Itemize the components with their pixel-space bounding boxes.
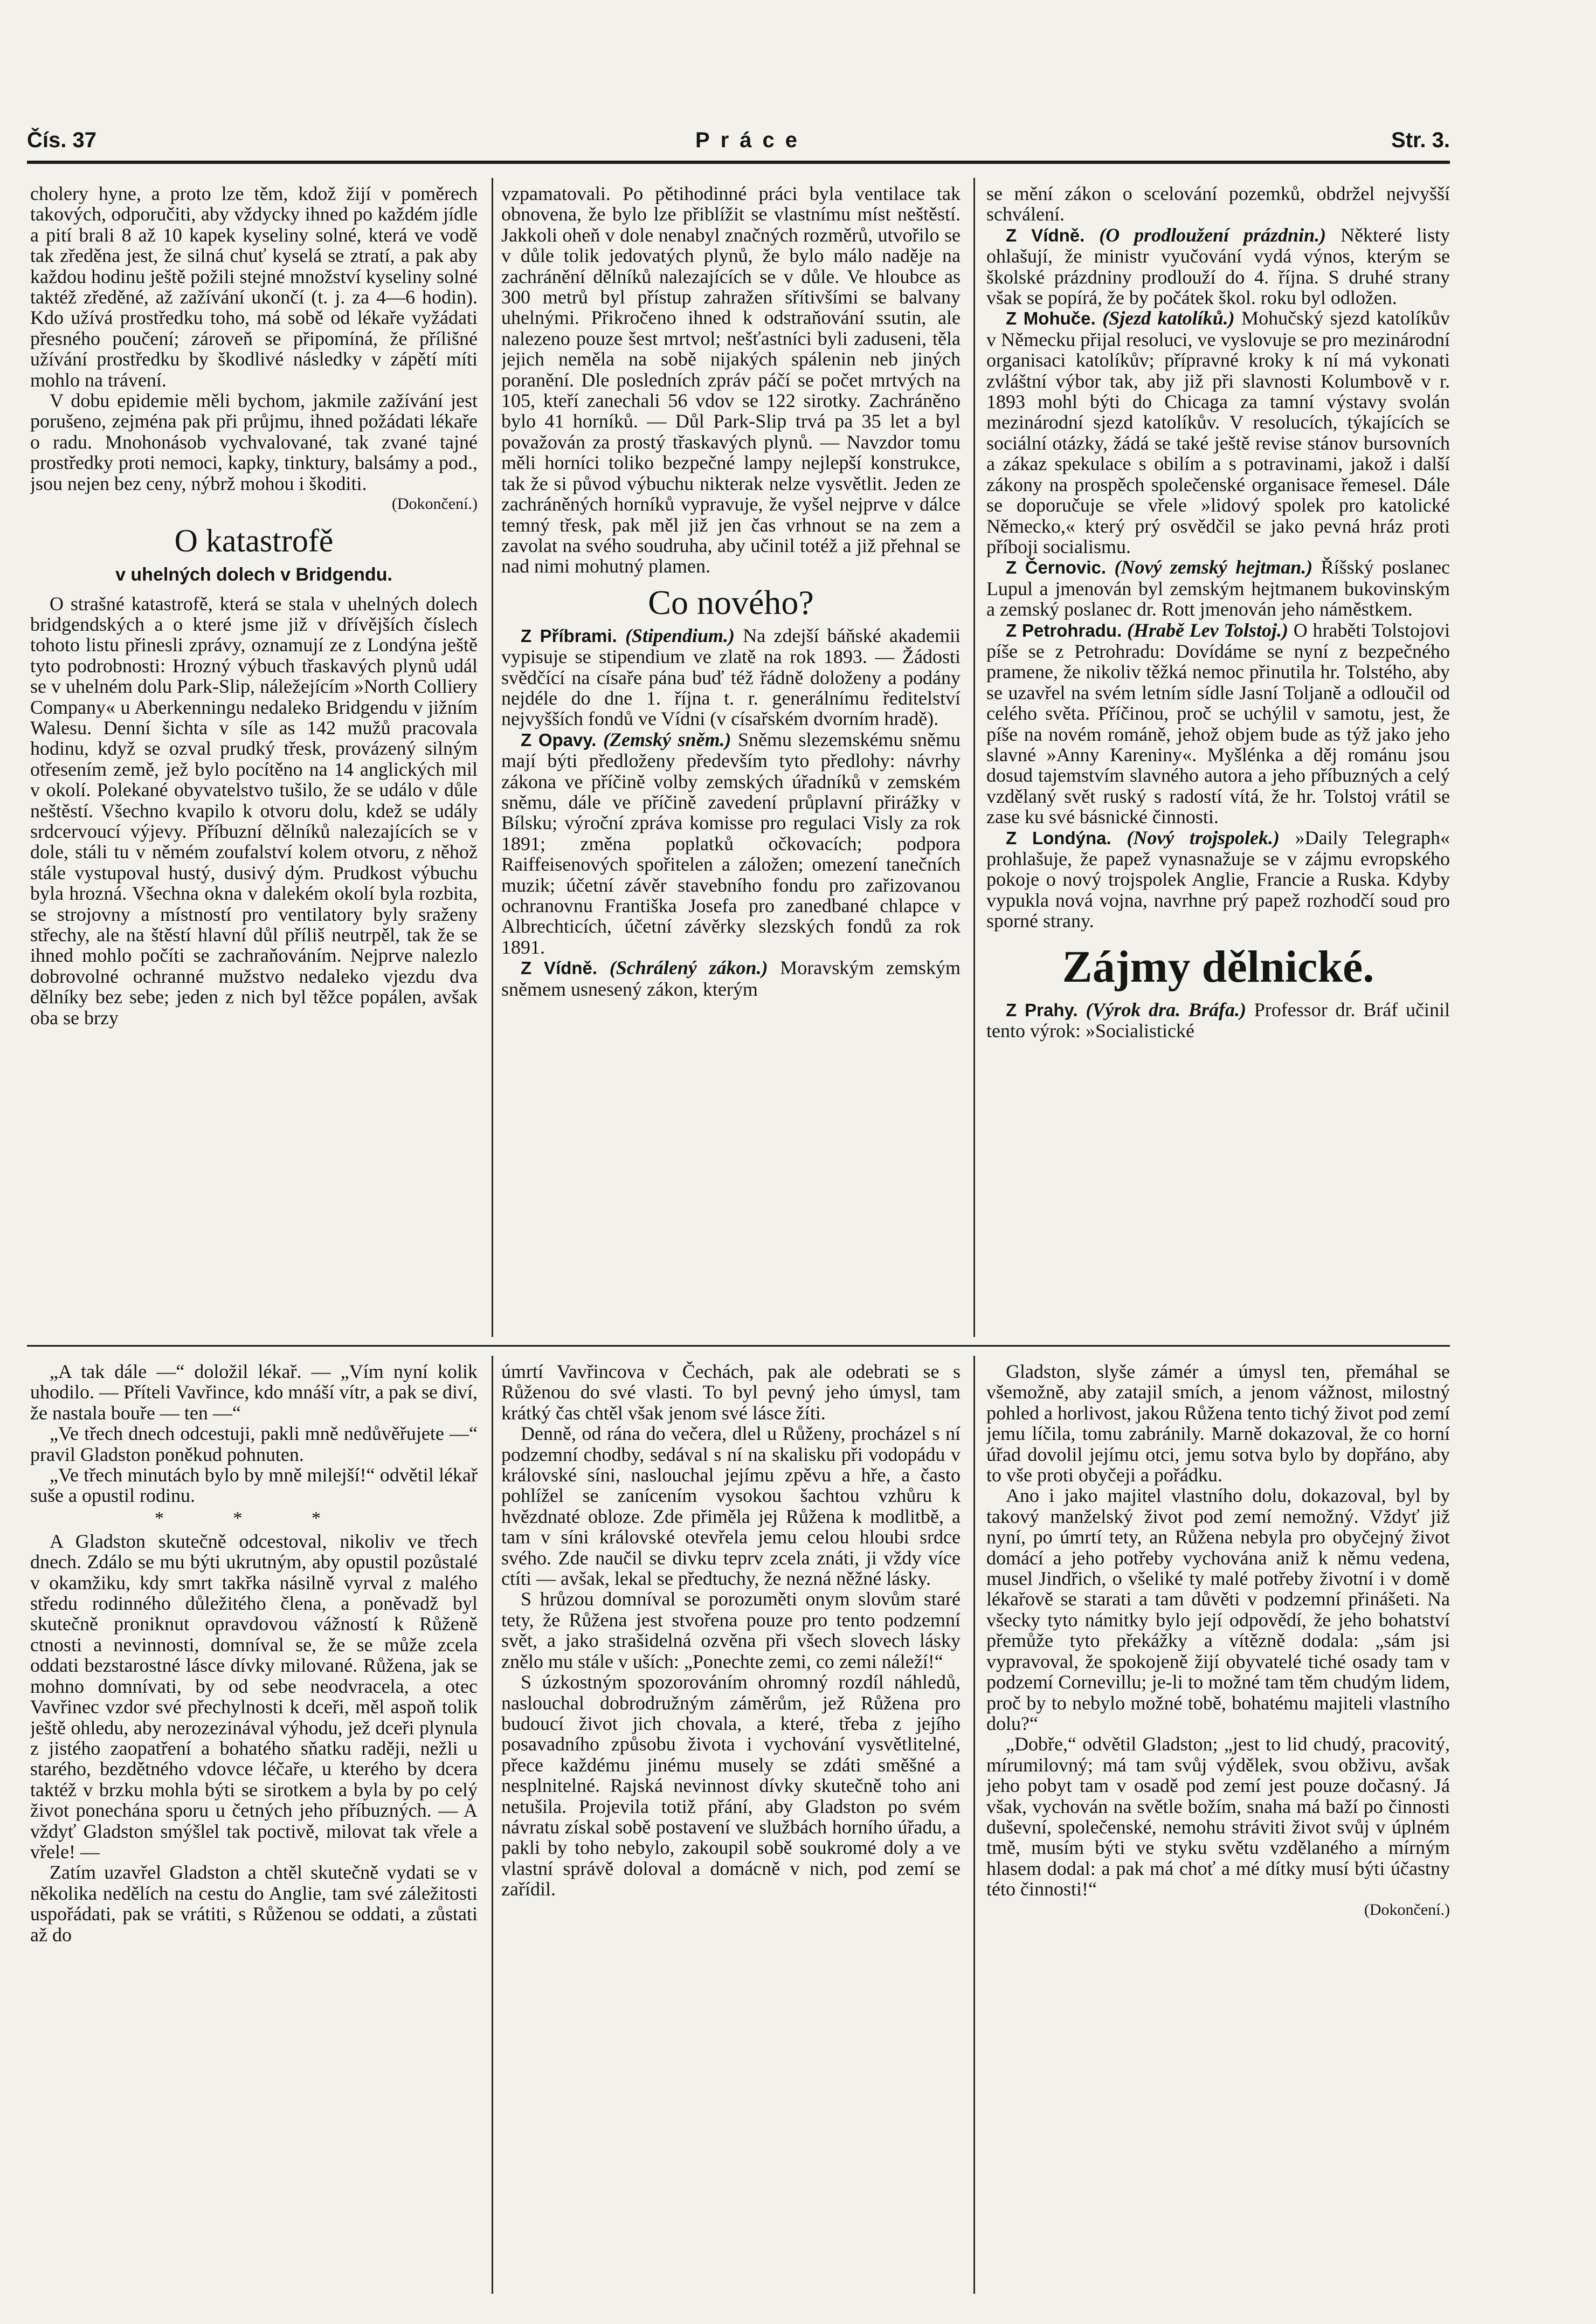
news-item (986, 999, 1450, 1042)
story-paragraph: S hrůzou domníval se porozuměti onym slovům staré tety, že Růžena jest stvořena pouze pro tento podzemní svět, a jako strašidelná ozvěna při všech slovech lásky znělo mu stále v uších: „Ponechte zemi, co zemi náleží!“ (501, 1588, 961, 1672)
feuilleton-column-3 (986, 1361, 1450, 2299)
section-title-zajmy-delnicke: Zájmy dělnické. (1062, 941, 1374, 992)
column-rule-1 (492, 178, 493, 1337)
story-paragraph: „Ve třech minutách bylo by mně milejší!“ odvětil lékař suše a opustil rodinu. (30, 1464, 478, 1507)
news-place: Z Příbrami. (521, 625, 617, 646)
story-paragraph: „Ve třech dnech odcestuji, pakli mně nedůvěřujete —“ pravil Gladston poněkud pohnuten. (30, 1423, 478, 1465)
section-stars: * * * (155, 1508, 353, 1528)
news-item (986, 308, 1450, 557)
news-tag: (O prodloužení prázdnin.) (1099, 224, 1326, 246)
news-tag: (Výrok dra. Bráfa.) (1086, 998, 1246, 1020)
story-sign: (Dokončení.) (1364, 1900, 1450, 1919)
masthead-title: Práce (695, 128, 808, 152)
news-text: Mohučský sjezd katolíkův v Německu přijal resoluci, ve vyslovuje se pro mezinárodní organisaci katolíkův; přípravné kroky k ní má vykonati zvláštní výbor tak, aby již při slavnosti Kolumbově v r. 1893 mohl býti do Chicaga za tamní výstavy svolán mezinárodní sjezd katolíkův. V resolucích, týkajících se sociální otázky, žádá se také ještě revise stánov bursovních a zákaz spekulace s obilím a s potravinami, jakož i další zákony na prospěch společenské organisace řemesel. Dále se doporučuje se vřele »lidový spolek pro katolické Německo,« který prý osvědčil se jako pevná hráz proti příboji socialismu. (986, 307, 1450, 557)
story-paragraph: Gladston, slyše zámér a úmysl ten, přemáhal se všemožně, aby zatajil smích, a jenom vážnost, milostný pohled a horlivost, jakou Růžena tento tichý život pod zemí jemu líčila, tomu zabránily. Marně dokazoval, že co horní úřad dovolil jejímu otci, jemu sotva bylo by dopřáno, aby to vše proti obyčeji a pořádku. (986, 1361, 1450, 1486)
news-place: Z Mohuče. (1006, 308, 1096, 329)
news-place: Z Vídně. (521, 958, 598, 978)
news-text: Professor dr. Bráf učinil tento výrok: »Socialistické (986, 998, 1450, 1042)
news-text: Říšský poslanec Lupul a jmenován byl zemským hejtmanem bukovinským a zemský poslanec dr. Rott jmenován jeho náměstkem. (986, 556, 1450, 620)
story-paragraph: úmrtí Vavřincova v Čechách, pak ale odebrati se s Růženou do své vlasti. To byl pevný jeho úmysl, tam krátký čas chtěl však jenom své lásce žíti. (501, 1361, 961, 1424)
article-cholera-p2: V dobu epidemie měli bychom, jakmile zažívání jest porušeno, zejména pak při průjmu, ihned požádati lékaře o radu. Mnohonásob vychvalované, tak zvané tajné prostředky proti nemoci, kapky, tinktury, balsámy a pod., jsou nejen bez ceny, nýbrž mohou i škoditi. (30, 390, 478, 494)
story-paragraph: Denně, od rána do večera, dlel u Růženy, procházel s ní podzemní chodby, sedával s ní na skalisku při vodopádu v královské síni, naslouchal jejímu zpěvu a hře, a často pohlížel se zanícením vysokou šachtou vzhůru k hvězdnaté obloze. Zde přiměla jej Růžena k modlitbě, a tam v síni královské otevřela jemu celou hloubi srdce svého. Zde naučil se divku teprv zcela znáti, ji vždy více ctíti — avšak, lekal se předtuchy, že nezná něžné lásky. (501, 1423, 961, 1590)
story-paragraph: A Gladston skutečně odcestoval, nikoliv ve třech dnech. Zdálo se mu býti ukrutným, aby opustil pozůstalé v okamžiku, kdy smrt takřka násilně vyrval z malého středu rodinného důležitého člena, a poněvadž byl skutečně proniknut opravdovou vážností k Růženě ctnosti a nevinnosti, domníval se, že se může zcela oddati bezstarostné lásce dívky milované. Růžena, jak se mohno domnívati, by od sebe neodvracela, a otec Vavřinec vzdor své přechylnosti k dceři, měl aspoň tolik ještě ohledu, aby nerozezinával výhodu, jež dceři plynula z jistého zaopatření a bohatého sňatku raději, nežli u starého, bezdětného vdovce léčaře, u kterého by dcera taktéž v brzku mohla býti se sirotkem a byla by po celý život ponechána sporu u četných jeho příbuzných. — A vždyť Gladston smýšlel tak poctivě, milovat tak vřele a vřele! — (30, 1530, 478, 1863)
story-paragraph: Ano i jako majitel vlastního dolu, dokazoval, byl by takový manželský život pod zemí nemožný. Vždyť již nyní, po úmrtí tety, an Růžena nebyla pro obyčejný život domácí a jeho potřeby vychována aniž k němu vedena, musel Jindřich, o všeliké ty malé potřeby životní i v domě lékařově se starati a tam důvěti v podzemní přinášeti. Na všecky tyto námitky bylo její odpovědí, že jeho bohatství přemůže tyto překážky a vítězně dodala: „sám jsi vypravoval, že spokojeně žijí obyvatelé tiché osady tam v podzemí Cornevillu; je-li to možné tam těm chudým lidem, proč by to nebylo možné tobě, bohatému majiteli vlastního dolu?“ (986, 1485, 1450, 1734)
article-title-katastrofe: O katastrofě (174, 522, 334, 558)
news-item (986, 557, 1450, 619)
page-number: Str. 3. (1391, 128, 1450, 152)
issue-number: Čís. 37 (27, 128, 96, 152)
news-tag: (Hrabě Lev Tolstoj.) (1127, 619, 1289, 641)
story-paragraph: „Dobře,“ odvětil Gladston; „jest to lid chudý, pracovitý, mírumilovný; má tam svůj výdělek, svou obživu, avšak jeho pobyt tam v osadě pod zemí jest pouze dočasný. Já však, vychován na světle božím, snaha má baží po činnosti duševní, společenské, nemohu stráviti život svůj v úplném tmě, musím býti ve styku světu vzdělaného a mírným hlasem dodal: a pak má choť a mé dítky musí býti účastny této činnosti!“ (986, 1733, 1450, 1900)
column-rule-2 (973, 178, 975, 1337)
column-2 (501, 183, 961, 1342)
story-paragraph: Zatím uzavřel Gladston a chtěl skutečně vydati se v několika nedělích na cestu do Anglie, tam své záležitosti uspořádati, pak se vrátiti, s Růženou se oddati, a zůstati až do (30, 1861, 478, 1946)
article-katastrofe-p2: vzpamatovali. Po pětihodinné práci byla ventilace tak obnovena, že bylo lze přiblížit se vlastnímu míst neštěstí. Jakkoli oheň v dole nenabyl značných rozměrů, utvořilo se v důle tolik jedovatých plynů, že bylo málo naděje na zachránění dělníků nalezajících se v důle. Ve hloubce as 300 metrů byl přístup zahražen sřítivšími se balvany uhelnými. Přikročeno ihned k odstraňování ssutin, ale nalezeno pouze šest mrtvol; nešťastníci byli zaduseni, těla jejich neměla na sobě nijakých spálenin neb jiných poranění. Dle posledních zpráv páčí se počet mrtvých na 105, kteří zanechali 56 vdov se 122 sirotky. Zachráněno bylo 41 horníků. — Důl Park-Slip trvá pa 35 let a byl považován za prostý třaskavých plynů. — Navzdor tomu měli horníci toliko bezpečné lampy nejlepší konstrukce, tak že si původ výbuchu nikterak nelze vysvětlit. Jeden ze zachráněných horníků vypravuje, že vyšel nejprve v dálce temný třesk, pak měl již jen čas vrhnout se na zem a zavolat na svého soudruha, aby učinil totéž a již přehnal se nad nimi mohutný plamen. (501, 183, 961, 577)
story-paragraph: S úzkostným spozorováním ohromný rozdíl náhledů, naslouchal dobrodružným záměrům, jež Růžena pro budoucí život jich chovala, a které, třeba z jejího posavadního způsobu života i vychování vysvětlitelné, přece každému jinému musely se zdáti směšné a nesplnitelné. Rajská nevinnost dívky skutečně toho ani netušila. Projevila totiž přání, aby Gladston po svém návratu získal sobě postavení ve službách horního úřadu, a pakli by toho nebylo, zakoupil sobě soukromé doly a ve vlastní správě doloval a domácně v nich, pod zemí se zařídil. (501, 1671, 961, 1900)
column-rule-3 (492, 1356, 493, 2294)
news-place: Z Petrohradu. (1006, 620, 1122, 640)
news-tag: (Nový zemský hejtman.) (1114, 556, 1313, 578)
header-rule (27, 161, 1450, 164)
news-item (986, 183, 1450, 225)
feuilleton-rule (27, 1345, 1450, 1347)
feuilleton-column-2 (501, 1361, 961, 2299)
news-tag: (Sjezd katolíků.) (1102, 307, 1235, 329)
news-text: Moravským zemským sněmem usnesený zákon, kterým (501, 957, 961, 1000)
news-place: Z Londýna. (1006, 827, 1111, 848)
news-place: Z Vídně. (1006, 225, 1085, 245)
article-cholera-p1: cholery hyne, a proto lze těm, kdož žijí v poměrech takových, odporučiti, aby vždycky ihned po každém jídle a pití brali 8 až 10 kapek kyseliny solné, která ve vodě tak zředěna jest, že silná chuť kyselá se ztratí, a pak aby každou hodinu ještě požili stejné množství kyseliny solné taktéž zředěné, až zažívání ukončí (t. j. za 4—6 hodin). Kdo užívá prostředku toho, má sobě od lékaře vyžádati přesného poučení; zároveň se připomíná, že přílišné užívání prostředku by škodlivé následky v zápětí míti mohlo na trávení. (30, 183, 478, 391)
section-title-co-noveho: Co nového? (648, 583, 814, 622)
news-place: Z Opavy. (521, 729, 597, 750)
news-item (986, 620, 1450, 827)
news-text: Některé listy ohlašují, že ministr vyučování vydá výnos, kterým se školské prázdniny prodlouží do 4. října. S druhé strany však se popírá, že by počátek škol. roku byl odložen. (986, 224, 1450, 309)
news-text: Sněmu slezemskému sněmu mají býti předloženy především tyto předlohy: návrhy zákona ve příčině volby zemských úřadníků v zemském sněmu, dále ve příčině zavedení průplavní přirážky v Bílsku; výroční zpráva komisse pro regulaci Visly za rok 1891; změna poplatků očkovacích; podpora Raiffeisenových spořitelen a záložen; omezení tanečních muzik; účetní závěr stavebního fondu pro zařizovanou ochranovnu Františka Josefa pro zanedbané chlapce v Albrechticích, účetní závěrky slezských fondů za rok 1891. (501, 728, 961, 958)
news-place: Z Černovic. (1006, 557, 1107, 578)
news-tag: (Stipendium.) (625, 624, 735, 646)
article-katastrofe-p1: O strašné katastrofě, která se stala v uhelných dolech bridgendských a o které jsme již v dřívějších číslech tohoto listu přinesli zprávy, oznamují ze z Londýna ještě tyto podrobnosti: Hrozný výbuch třaskavých plynů udál se v uhelném dolu Park-Slip, náležejícím »North Colliery Company« u Aberkenningu nedaleko Bridgendu v jižním Walesu. Denní šichta v síle as 142 mužů pracovala hodinu, když se ozval prudký třesk, provázený silným otřesením země, jež bylo pocítěno na 14 anglických mil v okolí. Polekané obyvatelstvo tušilo, že se událo v důle neštěstí. Všechno kvapilo k otvoru dolu, kdež se udály srdcervoucí výjevy. Příbuzní dělníků nalezajících se v dole, stáli tu v němém zoufalství kolem otvoru, z něhož stále vystupoval hustý, dusivý dým. Prudkost výbuchu byla hrozná. Všechna okna v dalekém okolí byla rozbita, se strojovny a místností pro ventilatory byly sraženy střechy, ale na štěstí hlavní důl příliš neutrpěl, tak že se ihned mohlo počíti se zachraňováním. Nejprve nalezlo dobrovolné ochranné mužstvo nedaleko vjezdu dva dělníky bez sebe; jeden z nich byl těžce popálen, avšak oba se brzy (30, 592, 478, 1029)
news-item (986, 225, 1450, 308)
news-tag: (Zemský sněm.) (603, 728, 731, 750)
news-place: Z Prahy. (1006, 999, 1078, 1020)
news-item (501, 729, 961, 957)
column-1 (30, 183, 478, 1342)
page-header (27, 128, 1450, 155)
news-item (501, 625, 961, 729)
news-text: Na zdejší báňské akademii vypisuje se stipendium ve zlatě na rok 1893. — Žádosti svědčící na císaře pána buď též řádně doloženy a podány nejdéle do dne 1. října t. r. generálnímu ředitelství nejvyšších fondů ve Vídni (v císařském dvorním hradě). (501, 624, 961, 730)
column-3 (986, 183, 1450, 1342)
news-text: »Daily Telegraph« prohlašuje, že papež vynasnažuje se v zájmu evropského pokoje o nový trojspolek Anglie, Francie a Ruska. Kdyby vypukla nová vojna, navrhne prý papež rozhodčí soud pro sporné strany. (986, 826, 1450, 932)
news-item (501, 957, 961, 999)
news-item (986, 827, 1450, 932)
news-tag: (Schrálený zákon.) (609, 957, 768, 979)
news-text: se mění zákon o scelování pozemků, obdržel nejvyšší schválení. (986, 183, 1450, 225)
news-tag: (Nový trojspolek.) (1127, 826, 1280, 849)
news-text: O hraběti Tolstojovi píše se z Petrohradu: Dovídáme se nyní z bezpečného pramene, že nikoliv těžká nemoc přinutila hr. Tolstého, aby se uzavřel na svém letním sídle Jasní Toljaně a odloučil od celého světa. Příčinou, proč se uchýlil v samotu, jest, že píše na novém románě, jehož objem bude as týž jako jeho slavné »Anny Kareniny«. Myšlénka a děj románu jsou dosud tajemstvím slavného autora a jeho příbuzných a celý vzdělaný svět ruský s radostí vítá, že hr. Tolstoj vrátil se zase ku své básnické činnosti. (986, 619, 1450, 828)
story-paragraph: „A tak dále —“ doložil lékař. — „Vím nyní kolik uhodilo. — Příteli Vavřince, kdo mnáší vítr, a pak se diví, že nastala bouře — ten —“ (30, 1361, 478, 1424)
article-sign: (Dokončení.) (391, 495, 478, 513)
article-subtitle-katastrofe: v uhelných dolech v Bridgendu. (115, 564, 392, 585)
feuilleton-column-1 (30, 1361, 478, 2299)
column-rule-4 (973, 1356, 975, 2294)
